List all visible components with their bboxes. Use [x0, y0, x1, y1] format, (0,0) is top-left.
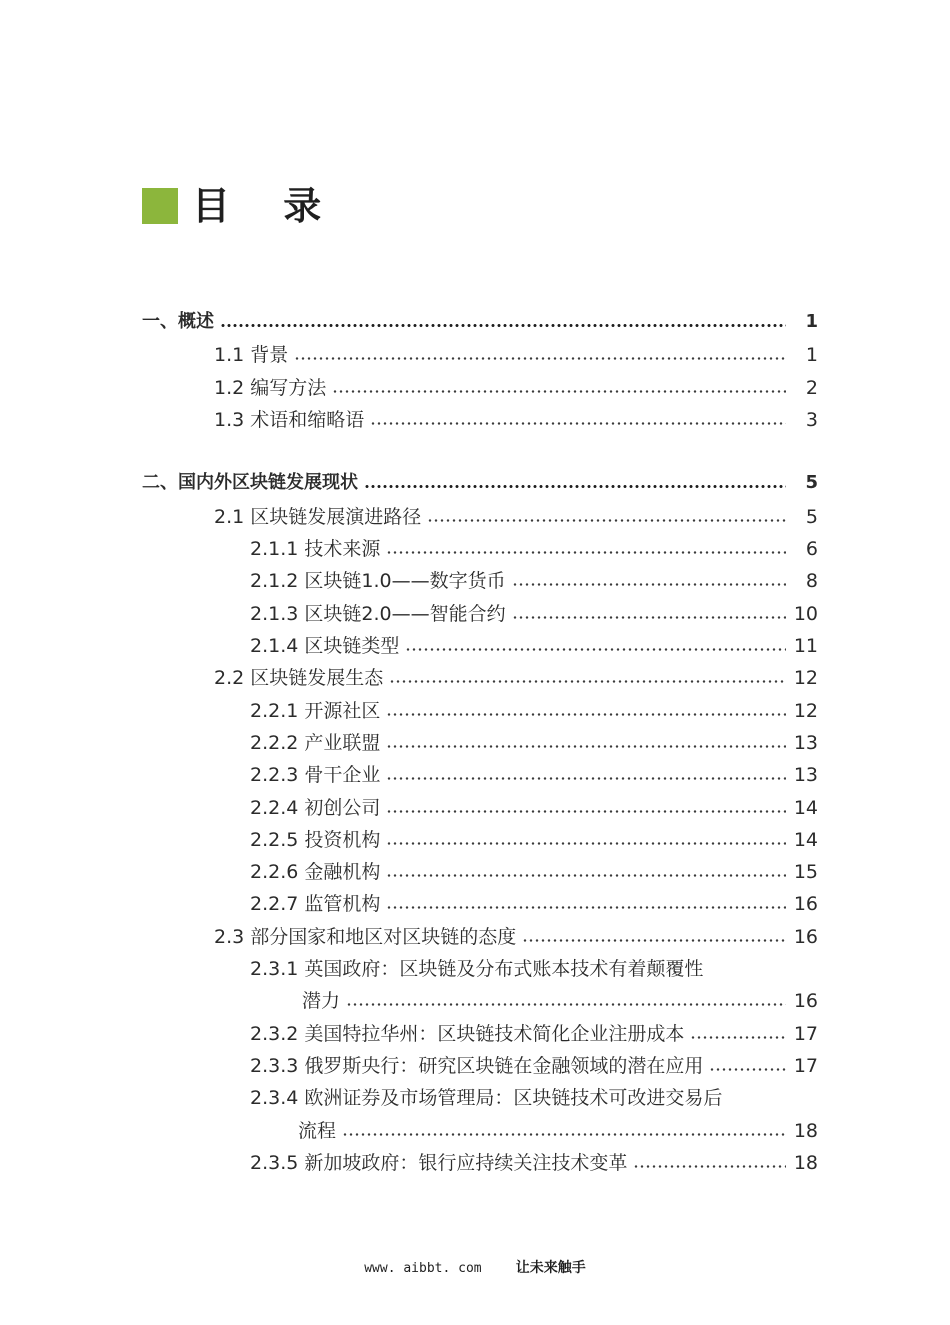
- toc-entry-page: 1: [805, 344, 818, 366]
- toc-entry-page: 18: [793, 1152, 818, 1174]
- toc-entry-page: 6: [805, 538, 818, 560]
- dot-leader: [522, 939, 786, 942]
- toc-entry-2-3-3[interactable]: [250, 1050, 818, 1082]
- toc-entry-label: 2.2.4 初创公司: [250, 797, 381, 819]
- toc-entry-page: 15: [793, 861, 818, 883]
- dot-leader: [386, 551, 786, 554]
- toc-entry-2-2-2[interactable]: [250, 727, 818, 759]
- dot-leader: [386, 906, 786, 909]
- page-footer: [0, 1257, 950, 1277]
- dot-leader: [342, 1133, 786, 1136]
- dot-leader: [633, 1165, 786, 1168]
- toc-entry-chapter-1[interactable]: [142, 306, 818, 338]
- toc-entry-1-3[interactable]: [214, 404, 818, 436]
- toc-entry-label: 2.3 部分国家和地区对区块链的态度: [214, 926, 517, 948]
- toc-entry-label: 2.3.3 俄罗斯央行：研究区块链在金融领域的潜在应用: [250, 1055, 704, 1077]
- toc-entry-2-3-2[interactable]: [250, 1018, 818, 1050]
- toc-entry-2-2-7[interactable]: [250, 888, 818, 920]
- toc-entry-2-2-5[interactable]: [250, 824, 818, 856]
- dot-leader: [709, 1068, 786, 1071]
- toc-entry-label: 2.2.6 金融机构: [250, 861, 381, 883]
- toc-entry-label: 二、国内外区块链发展现状: [142, 472, 358, 493]
- toc-entry-2-3[interactable]: [214, 921, 818, 953]
- toc-entry-label: 2.1.3 区块链2.0——智能合约: [250, 603, 506, 625]
- dot-leader: [512, 583, 786, 586]
- toc-entry-chapter-2[interactable]: [142, 467, 818, 499]
- dot-leader: [220, 324, 786, 327]
- footer-slogan: 让未来触手: [515, 1260, 586, 1276]
- dot-leader: [386, 777, 786, 780]
- toc-entry-page: 10: [793, 603, 818, 625]
- toc-entry-label: 2.2.1 开源社区: [250, 700, 381, 722]
- toc-entry-page: 5: [805, 472, 818, 493]
- dot-leader: [690, 1036, 786, 1039]
- toc-entry-page: 17: [793, 1055, 818, 1077]
- toc-entry-page: 16: [793, 926, 818, 948]
- toc-entry-page: 14: [793, 797, 818, 819]
- dot-leader: [405, 648, 786, 651]
- toc-entry-1-2[interactable]: [214, 372, 818, 404]
- toc-entry-2-3-4-line1[interactable]: [250, 1082, 818, 1114]
- toc-entry-2-3-1-line2[interactable]: [302, 985, 818, 1017]
- toc-entry-label: 2.1 区块链发展演进路径: [214, 506, 422, 528]
- toc-entry-page: 3: [805, 409, 818, 431]
- toc-entry-page: 14: [793, 829, 818, 851]
- toc-entry-label: 2.3.2 美国特拉华州：区块链技术简化企业注册成本: [250, 1023, 685, 1045]
- toc-heading: [142, 186, 341, 226]
- toc-entry-label: 2.2.2 产业联盟: [250, 732, 381, 754]
- toc-entry-label: 1.1 背景: [214, 344, 289, 366]
- toc-entry-label: 2.1.1 技术来源: [250, 538, 381, 560]
- dot-leader: [389, 680, 786, 683]
- toc-entry-2-1-4[interactable]: [250, 630, 818, 662]
- toc-entry-2-1-3[interactable]: [250, 598, 818, 630]
- dot-leader: [386, 713, 786, 716]
- toc-entry-label: 1.3 术语和缩略语: [214, 409, 365, 431]
- toc-entry-page: 5: [805, 506, 818, 528]
- accent-square-icon: [142, 188, 178, 224]
- toc-entry-page: 16: [793, 990, 818, 1012]
- toc-entry-page: 18: [793, 1120, 818, 1142]
- toc-entry-label: 2.3.4 欧洲证券及市场管理局：区块链技术可改进交易后: [250, 1087, 723, 1109]
- footer-url[interactable]: www. aibbt. com: [364, 1261, 482, 1276]
- dot-leader: [386, 874, 786, 877]
- toc-entry-page: 12: [793, 667, 818, 689]
- toc-entry-label: 2.1.4 区块链类型: [250, 635, 400, 657]
- toc-entry-2-1-2[interactable]: [250, 565, 818, 597]
- toc-entry-page: 16: [793, 893, 818, 915]
- toc-entry-2-3-5[interactable]: [250, 1147, 818, 1179]
- dot-leader: [346, 1003, 786, 1006]
- toc-entry-2-3-4-line2[interactable]: [298, 1115, 818, 1147]
- dot-leader: [370, 422, 786, 425]
- toc-entry-2-2-3[interactable]: [250, 759, 818, 791]
- toc-entry-label: 2.3.1 英国政府：区块链及分布式账本技术有着颠覆性: [250, 958, 704, 980]
- dot-leader: [427, 519, 786, 522]
- toc-entry-2-2-1[interactable]: [250, 695, 818, 727]
- toc-entry-label: 流程: [298, 1120, 337, 1142]
- toc-entry-2-1[interactable]: [214, 501, 818, 533]
- dot-leader: [364, 485, 786, 488]
- toc-entry-2-1-1[interactable]: [250, 533, 818, 565]
- toc-entry-label: 2.3.5 新加坡政府：银行应持续关注技术变革: [250, 1152, 628, 1174]
- toc-entry-label: 2.1.2 区块链1.0——数字货币: [250, 570, 506, 592]
- toc-entry-2-2[interactable]: [214, 662, 818, 694]
- toc-entry-label: 2.2.3 骨干企业: [250, 764, 381, 786]
- dot-leader: [386, 842, 786, 845]
- toc-entry-page: 12: [793, 700, 818, 722]
- dot-leader: [332, 390, 786, 393]
- toc-entry-page: 13: [793, 732, 818, 754]
- toc-entry-label: 1.2 编写方法: [214, 377, 327, 399]
- toc-entry-page: 11: [793, 635, 818, 657]
- toc-entry-label: 2.2.5 投资机构: [250, 829, 381, 851]
- toc-entry-2-2-6[interactable]: [250, 856, 818, 888]
- toc-entry-page: 8: [805, 570, 818, 592]
- dot-leader: [512, 616, 786, 619]
- dot-leader: [386, 810, 786, 813]
- dot-leader: [386, 745, 786, 748]
- toc-entry-1-1[interactable]: [214, 339, 818, 371]
- page-title: 目 录: [192, 184, 342, 228]
- toc-entry-label: 一、概述: [142, 311, 214, 332]
- toc-entry-label: 2.2.7 监管机构: [250, 893, 381, 915]
- toc-entry-page: 13: [793, 764, 818, 786]
- toc-entry-2-2-4[interactable]: [250, 792, 818, 824]
- toc-entry-2-3-1-line1[interactable]: [250, 953, 818, 985]
- toc-entry-page: 1: [805, 311, 818, 332]
- toc-entry-label: 2.2 区块链发展生态: [214, 667, 384, 689]
- toc-entry-label: 潜力: [302, 990, 341, 1012]
- dot-leader: [294, 357, 786, 360]
- toc-entry-page: 2: [805, 377, 818, 399]
- toc-entry-page: 17: [793, 1023, 818, 1045]
